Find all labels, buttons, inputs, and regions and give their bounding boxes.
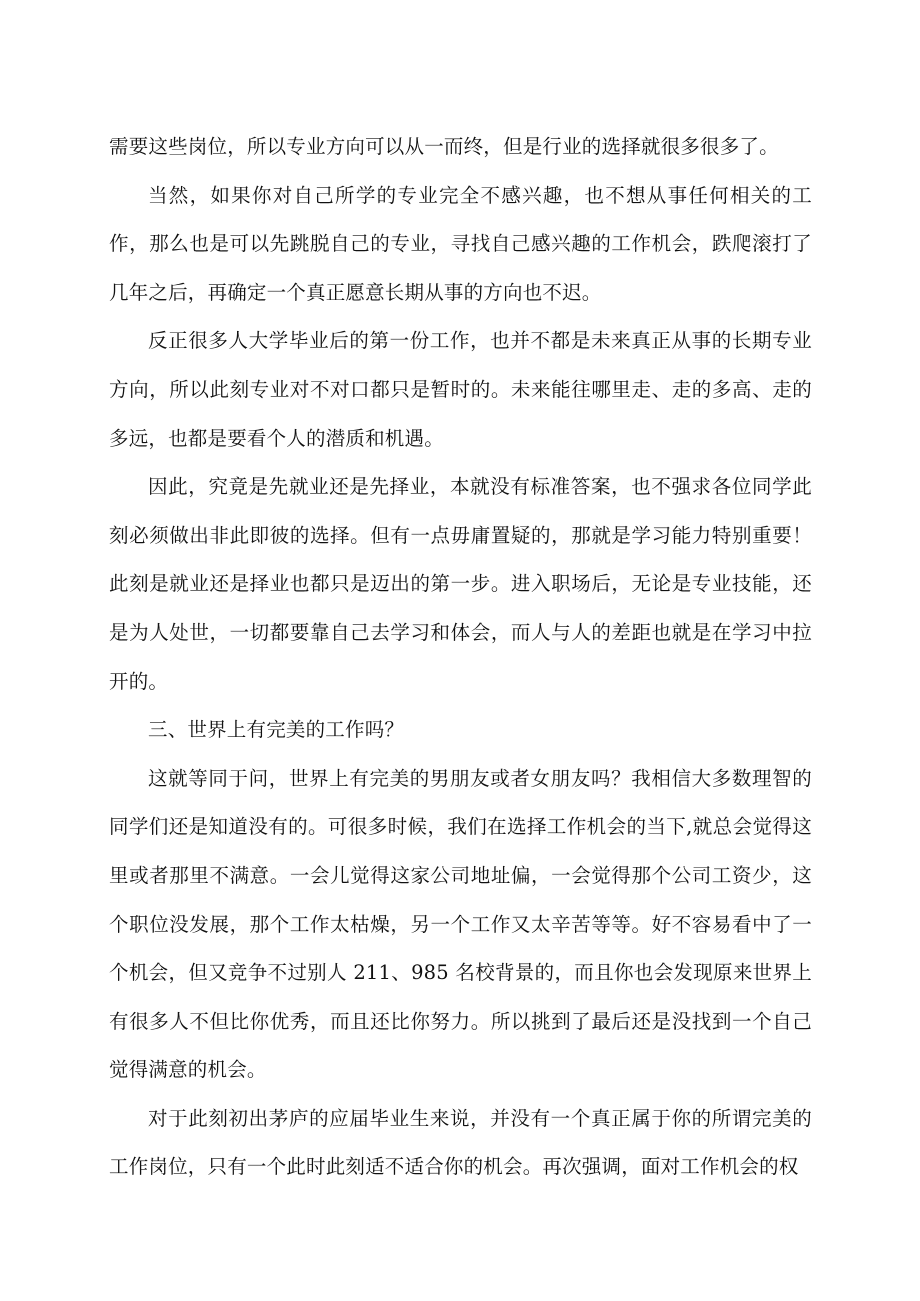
paragraph-3: 反正很多人大学毕业后的第一份工作，也并不都是未来真正从事的长期专业方向，所以此刻专业对不对口都只是暂时的。未来能往哪里走、走的多高、走的多远，也都是要看个人的潜质和机遇。 bbox=[109, 329, 812, 450]
paragraph-2: 当然，如果你对自己所学的专业完全不感兴趣，也不想从事任何相关的工作，那么也是可以先跳脱自己的专业，寻找自己感兴趣的工作机会，跌爬滚打了几年之后，再确定一个真正愿意长期从事的方向也不迟。 bbox=[109, 183, 812, 304]
document-body bbox=[109, 123, 812, 1192]
paragraph-1: 需要这些岗位，所以专业方向可以从一而终，但是行业的选择就很多很多了。 bbox=[109, 135, 779, 158]
paragraph-4: 因此，究竟是先就业还是先择业，本就没有标准答案，也不强求各位同学此刻必须做出非此即彼的选择。但有一点毋庸置疑的，那就是学习能力特别重要！此刻是就业还是择业也都只是迈出的第一步。进入职场后，无论是专业技能，还是为人处世，一切都要靠自己去学习和体会，而人与人的差距也就是在学习中拉开的。 bbox=[109, 475, 812, 693]
paragraph-6: 对于此刻初出茅庐的应届毕业生来说，并没有一个真正属于你的所谓完美的工作岗位，只有一个此时此刻适不适合你的机会。再次强调，面对工作机会的权 bbox=[109, 1106, 812, 1179]
paragraph-5: 这就等同于问，世界上有完美的男朋友或者女朋友吗？我相信大多数理智的同学们还是知道没有的。可很多时候，我们在选择工作机会的当下,就总会觉得这里或者那里不满意。一会儿觉得这家公司地址偏，一会觉得那个公司工资少，这个职位没发展，那个工作太枯燥，另一个工作又太辛苦等等。好不容易看中了一个机会，但又竞争不过别人 211、985 名校背景的，而且你也会发现原来世界上有很多人不但比你优秀，而且还比你努力。所以挑到了最后还是没找到一个自己觉得满意的机会。 bbox=[109, 766, 812, 1082]
section-heading: 三、世界上有完美的工作吗？ bbox=[148, 718, 405, 742]
